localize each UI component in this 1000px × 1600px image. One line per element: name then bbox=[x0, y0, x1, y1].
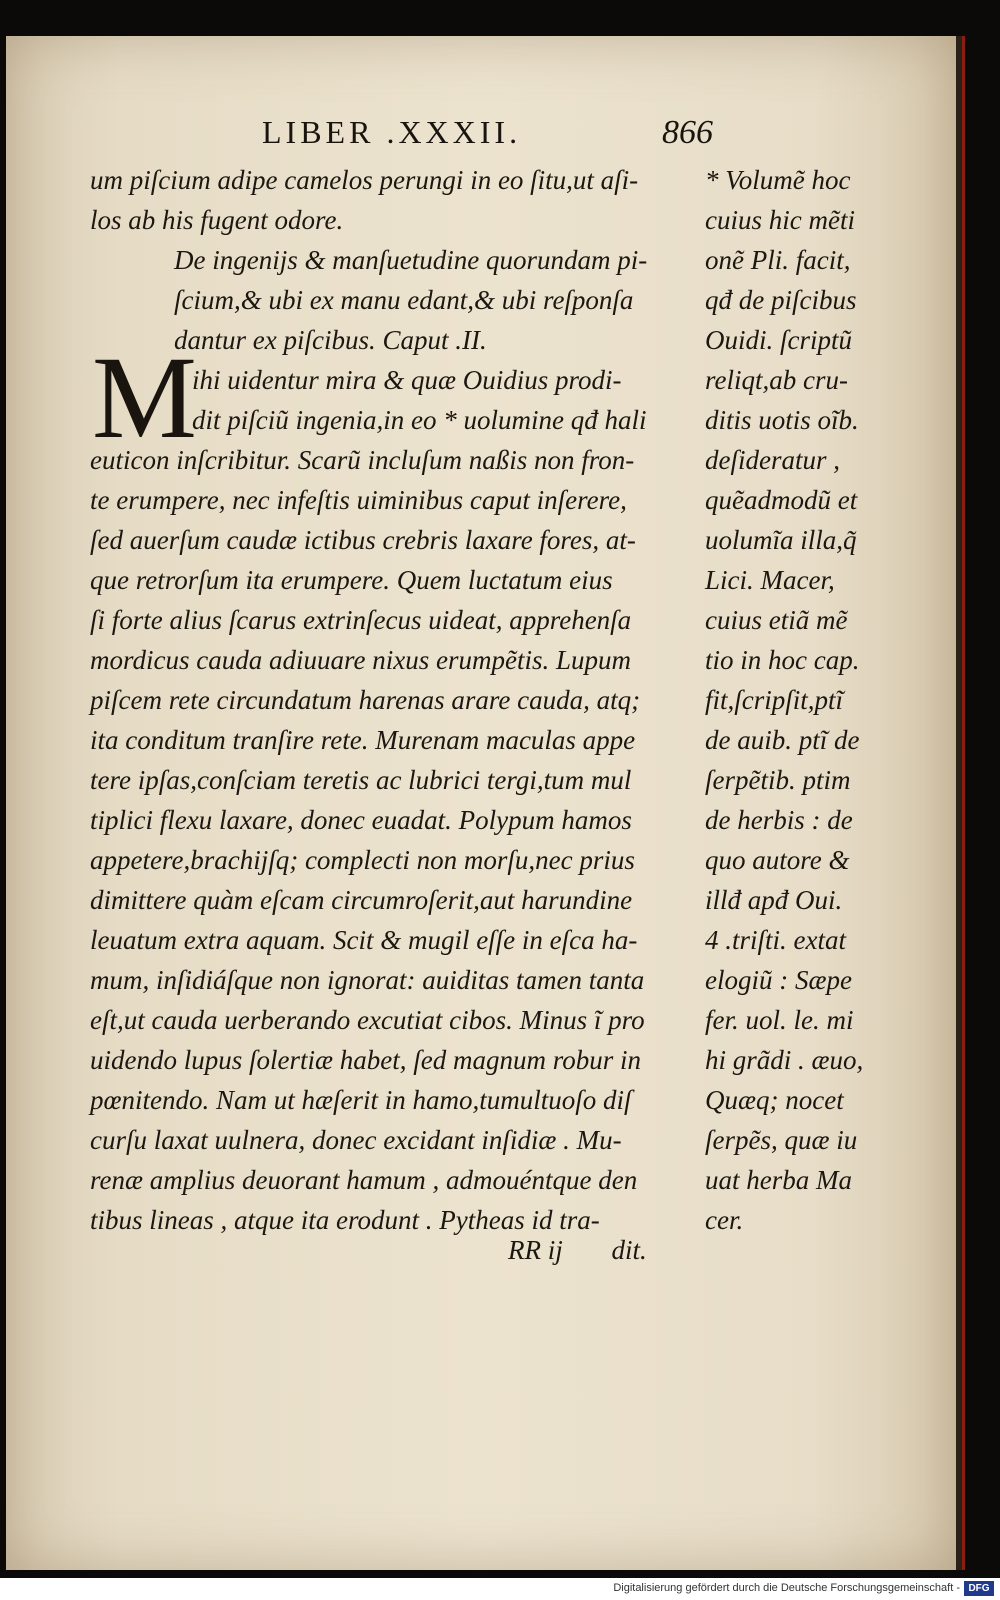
text-line: um piſcium adipe camelos perungi in eo ſitu,ut aſi- bbox=[90, 165, 639, 195]
marginal-note-line: quo autore & bbox=[705, 845, 850, 875]
text-line: tibus lineas , atque ita erodunt . Pytheas id tra- bbox=[90, 1205, 600, 1235]
chapter-heading-line: De ingenijs & manſuetudine quorundam pi- bbox=[174, 245, 648, 275]
marginal-note-line: ſerpẽtib. ptim bbox=[705, 765, 851, 795]
main-text-column bbox=[90, 160, 690, 1280]
marginal-note-line: illđ apđ Oui. bbox=[705, 885, 843, 915]
digitization-credit-bar bbox=[0, 1578, 1000, 1600]
text-line: euticon inſcribitur. Scarũ incluſum naßis non fron- bbox=[90, 445, 635, 475]
text-line: tere ipſas,conſciam teretis ac lubrici tergi,tum mul bbox=[90, 765, 632, 795]
text-line: eſt,ut cauda uerberando excutiat cibos. Minus ĩ pro bbox=[90, 1005, 645, 1035]
marginal-note-line: cer. bbox=[705, 1205, 744, 1235]
chapter-heading-line: dantur ex piſcibus. Caput .II. bbox=[174, 325, 487, 355]
marginal-note-line: Quæq; nocet bbox=[705, 1085, 844, 1115]
marginal-note-line: uolumĩa illa,q̃ bbox=[705, 525, 857, 555]
marginal-note-line: onẽ Pli. facit, bbox=[705, 245, 851, 275]
text-line: ſi forte alius ſcarus extrinſecus uideat, apprehenſa bbox=[90, 605, 632, 635]
marginal-note-line: qđ de piſcibus bbox=[705, 285, 857, 315]
marginal-note-line: Lici. Macer, bbox=[705, 565, 835, 595]
page-footer bbox=[508, 1230, 647, 1270]
marginal-note-line: cuius hic mẽti bbox=[705, 205, 855, 235]
red-page-edge bbox=[962, 36, 965, 1570]
text-line: dit piſciũ ingenia,in eo * uolumine qđ hali bbox=[192, 405, 647, 435]
folio-number: 866 bbox=[662, 114, 713, 151]
marginal-note-line: hi grãdi . æuo, bbox=[705, 1045, 864, 1075]
marginal-note-line: quẽadmodũ et bbox=[705, 485, 858, 515]
book-title: LIBER .XXXII. bbox=[262, 114, 522, 150]
drop-cap-initial: M bbox=[92, 332, 197, 463]
text-line: mordicus cauda adiuuare nixus erumpẽtis. Lupum bbox=[90, 645, 631, 675]
text-line: ita conditum tranſire rete. Murenam maculas appe bbox=[90, 725, 636, 755]
text-line: piſcem rete circundatum harenas arare cauda, atq; bbox=[90, 685, 641, 715]
marginal-note-line: reliqt,ab cru- bbox=[705, 365, 848, 395]
text-line: que retrorſum ita erumpere. Quem luctatum eius bbox=[90, 565, 613, 595]
text-line: uidendo lupus ſolertiæ habet, ſed magnum robur in bbox=[90, 1045, 641, 1075]
marginal-note-line: * Volumẽ hoc bbox=[705, 165, 851, 195]
marginal-note-line: 4 .triſti. extat bbox=[705, 925, 846, 955]
text-line: ſed auerſum caudæ ictibus crebris laxare fores, at- bbox=[90, 525, 636, 555]
marginal-note-line: ditis uotis oĩb. bbox=[705, 405, 859, 435]
text-line: renæ amplius deuorant hamum , admouéntque den bbox=[90, 1165, 638, 1195]
text-line: curſu laxat uulnera, donec excidant inſidiæ . Mu- bbox=[90, 1125, 622, 1155]
marginal-note-line: tio in hoc cap. bbox=[705, 645, 860, 675]
digitization-credit: Digitalisierung gefördert durch die Deutsche Forschungsgemeinschaft - bbox=[613, 1582, 960, 1594]
chapter-heading-line: ſcium,& ubi ex manu edant,& ubi reſponſa bbox=[174, 285, 634, 315]
marginal-note-line: cuius etiã mẽ bbox=[705, 605, 848, 635]
marginal-note-line: fer. uol. le. mi bbox=[705, 1005, 854, 1035]
text-line: te erumpere, nec infeſtis uiminibus caput inſerere, bbox=[90, 485, 627, 515]
text-line: leuatum extra aquam. Scit & mugil eſſe in eſca ha- bbox=[90, 925, 638, 955]
text-line: mum, inſidiáſque non ignorat: auiditas tamen tanta bbox=[90, 965, 645, 995]
signature-mark: RR ij bbox=[508, 1235, 563, 1265]
running-header bbox=[262, 114, 762, 154]
dfg-logo: DFG bbox=[964, 1581, 994, 1596]
marginal-note-line: ſerpẽs, quæ iu bbox=[705, 1125, 858, 1155]
marginal-note-line: fit,ſcripſit,ptĩ bbox=[705, 685, 844, 715]
text-line: appetere,brachijſq; complecti non morſu,nec prius bbox=[90, 845, 635, 875]
text-line: pœnitendo. Nam ut hæſerit in hamo,tumultuoſo diſ bbox=[90, 1085, 632, 1115]
marginal-note-line: de auib. ptĩ de bbox=[705, 725, 860, 755]
marginal-note-line: deſideratur , bbox=[705, 445, 840, 475]
marginal-note-line: uat herba Ma bbox=[705, 1165, 852, 1195]
marginal-note-line: elogiũ : Sæpe bbox=[705, 965, 852, 995]
text-line: los ab his fugent odore. bbox=[90, 205, 344, 235]
marginal-note-column bbox=[705, 160, 885, 1280]
catchword: dit. bbox=[611, 1235, 647, 1265]
text-line: dimittere quàm eſcam circumroſerit,aut harundine bbox=[90, 885, 633, 915]
marginal-note-line: Ouidi. ſcriptũ bbox=[705, 325, 852, 355]
text-line: tiplici flexu laxare, donec euadat. Polypum hamos bbox=[90, 805, 632, 835]
marginal-note-line: de herbis : de bbox=[705, 805, 853, 835]
text-line: ihi uidentur mira & quæ Ouidius prodi- bbox=[192, 365, 622, 395]
